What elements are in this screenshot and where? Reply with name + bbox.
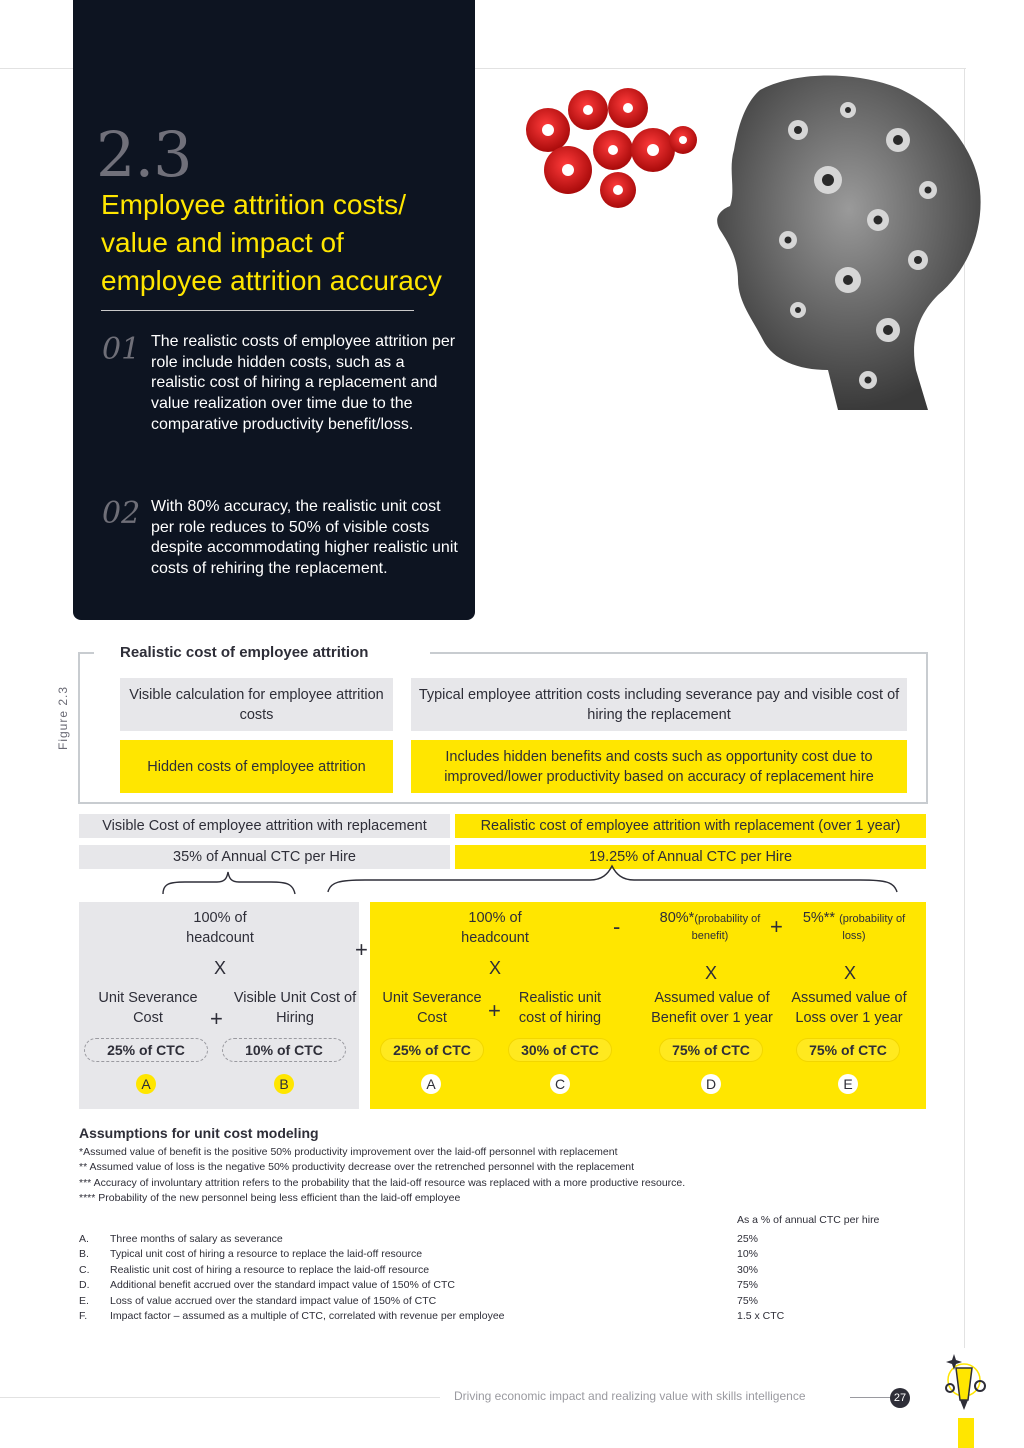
plus-sign: +: [770, 914, 783, 939]
point-number: 02: [102, 496, 141, 531]
legend-visible-label: Visible calculation for employee attrition costs: [120, 678, 393, 731]
pill-a-value: 25% of CTC: [84, 1038, 208, 1062]
assumption-note: ** Assumed value of loss is the negative 50% productivity decrease over the retrenched personnel with the replacement: [79, 1161, 635, 1173]
legend-hidden-desc: Includes hidden benefits and costs such as opportunity cost due to improved/lower productivity based on accuracy of replacement hire: [411, 740, 907, 793]
plus-sign: +: [210, 1006, 223, 1031]
headcount-label: 100% of headcount: [186, 910, 254, 946]
letter-b-badge: B: [274, 1074, 294, 1094]
multiply-sign: X: [488, 958, 501, 978]
footer-accent-bar: [958, 1418, 974, 1448]
footer-text: Driving economic impact and realizing value with skills intelligence: [454, 1389, 806, 1403]
gears-head-illustration-icon: [498, 70, 984, 415]
page-number: 27: [890, 1388, 910, 1408]
letter-c-badge: C: [550, 1074, 570, 1094]
multiply-sign: X: [843, 963, 856, 983]
letter-a-badge: A: [136, 1074, 156, 1094]
point-text: The realistic costs of employee attrition per role include hidden costs, such as a realistic cost of hiring a replacement and value realization over time due to the comparative productivity benefit/loss.: [151, 333, 456, 433]
legend-visible-desc: Typical employee attrition costs including severance pay and visible cost of hiring the replacement: [411, 678, 907, 731]
between-plus-sign: +: [355, 937, 368, 962]
pill-d-value: 75% of CTC: [659, 1038, 763, 1062]
figure-frame-top: [78, 652, 94, 654]
headcount-label: 100% of headcount: [461, 910, 529, 946]
realistic-unit-cost-hiring: Realistic unit cost of hiring: [518, 990, 602, 1026]
assumption-note: *** Accuracy of involuntary attrition refers to the probability that the laid-off resource was replaced with a more productive resource.: [79, 1177, 686, 1189]
footer-line: [850, 1397, 890, 1398]
figure-frame-right: [926, 652, 928, 804]
loss-probability: 5%** (probability of loss): [802, 910, 906, 942]
letter-a-badge: A: [421, 1074, 441, 1094]
title-divider: [101, 310, 414, 311]
footer-line: [0, 1397, 440, 1398]
visible-cost-value: 35% of Annual CTC per Hire: [79, 845, 450, 869]
visible-cost-header: Visible Cost of employee attrition with replacement: [79, 814, 450, 838]
assumption-note: *Assumed value of benefit is the positive 50% productivity improvement over the laid-off personnel with replacement: [79, 1146, 618, 1158]
point-number: 01: [102, 332, 141, 367]
section-title: Employee attrition costs/ value and impact of employee attrition accuracy: [101, 189, 442, 296]
realistic-cost-value: 19.25% of Annual CTC per Hire: [455, 845, 926, 869]
assumption-note: **** Probability of the new personnel being less efficient than the laid-off employee: [79, 1192, 461, 1204]
section-number: 2.3: [96, 118, 192, 191]
realistic-cost-header: Realistic cost of employee attrition with replacement (over 1 year): [455, 814, 926, 838]
assumptions-column-header: As a % of annual CTC per hire: [737, 1214, 880, 1226]
benefit-probability: 80%*(probability of benefit): [659, 910, 761, 942]
multiply-sign: X: [704, 963, 717, 983]
pill-c-value: 30% of CTC: [508, 1038, 612, 1062]
point-text: With 80% accuracy, the realistic unit cost per role reduces to 50% of visible costs despite accommodating higher realistic unit costs of rehiring the replacement.: [151, 498, 458, 578]
visible-brace: [155, 868, 305, 898]
pill-b-value: 10% of CTC: [222, 1038, 346, 1062]
pill-a-value: 25% of CTC: [380, 1038, 484, 1062]
lightbulb-pencil-icon: [942, 1350, 988, 1416]
unit-severance-cost: Unit Severance Cost: [98, 990, 198, 1026]
letter-d-badge: D: [701, 1074, 721, 1094]
pill-e-value: 75% of CTC: [796, 1038, 900, 1062]
visible-unit-cost-hiring: Visible Unit Cost of Hiring: [233, 990, 357, 1026]
plus-sign: +: [488, 998, 501, 1023]
figure-side-label: Figure 2.3: [56, 685, 70, 750]
assumptions-title: Assumptions for unit cost modeling: [79, 1125, 319, 1141]
letter-e-badge: E: [838, 1074, 858, 1094]
multiply-sign: X: [213, 958, 226, 978]
assumed-loss-value: Assumed value of Loss over 1 year: [791, 990, 907, 1026]
figure-frame-top: [430, 652, 928, 654]
minus-sign: -: [613, 914, 621, 939]
unit-severance-cost: Unit Severance Cost: [382, 990, 482, 1026]
figure-title: Realistic cost of employee attrition: [120, 644, 369, 661]
realistic-brace: [320, 862, 905, 896]
legend-hidden-label: Hidden costs of employee attrition: [120, 740, 393, 793]
assumed-benefit-value: Assumed value of Benefit over 1 year: [651, 990, 773, 1026]
